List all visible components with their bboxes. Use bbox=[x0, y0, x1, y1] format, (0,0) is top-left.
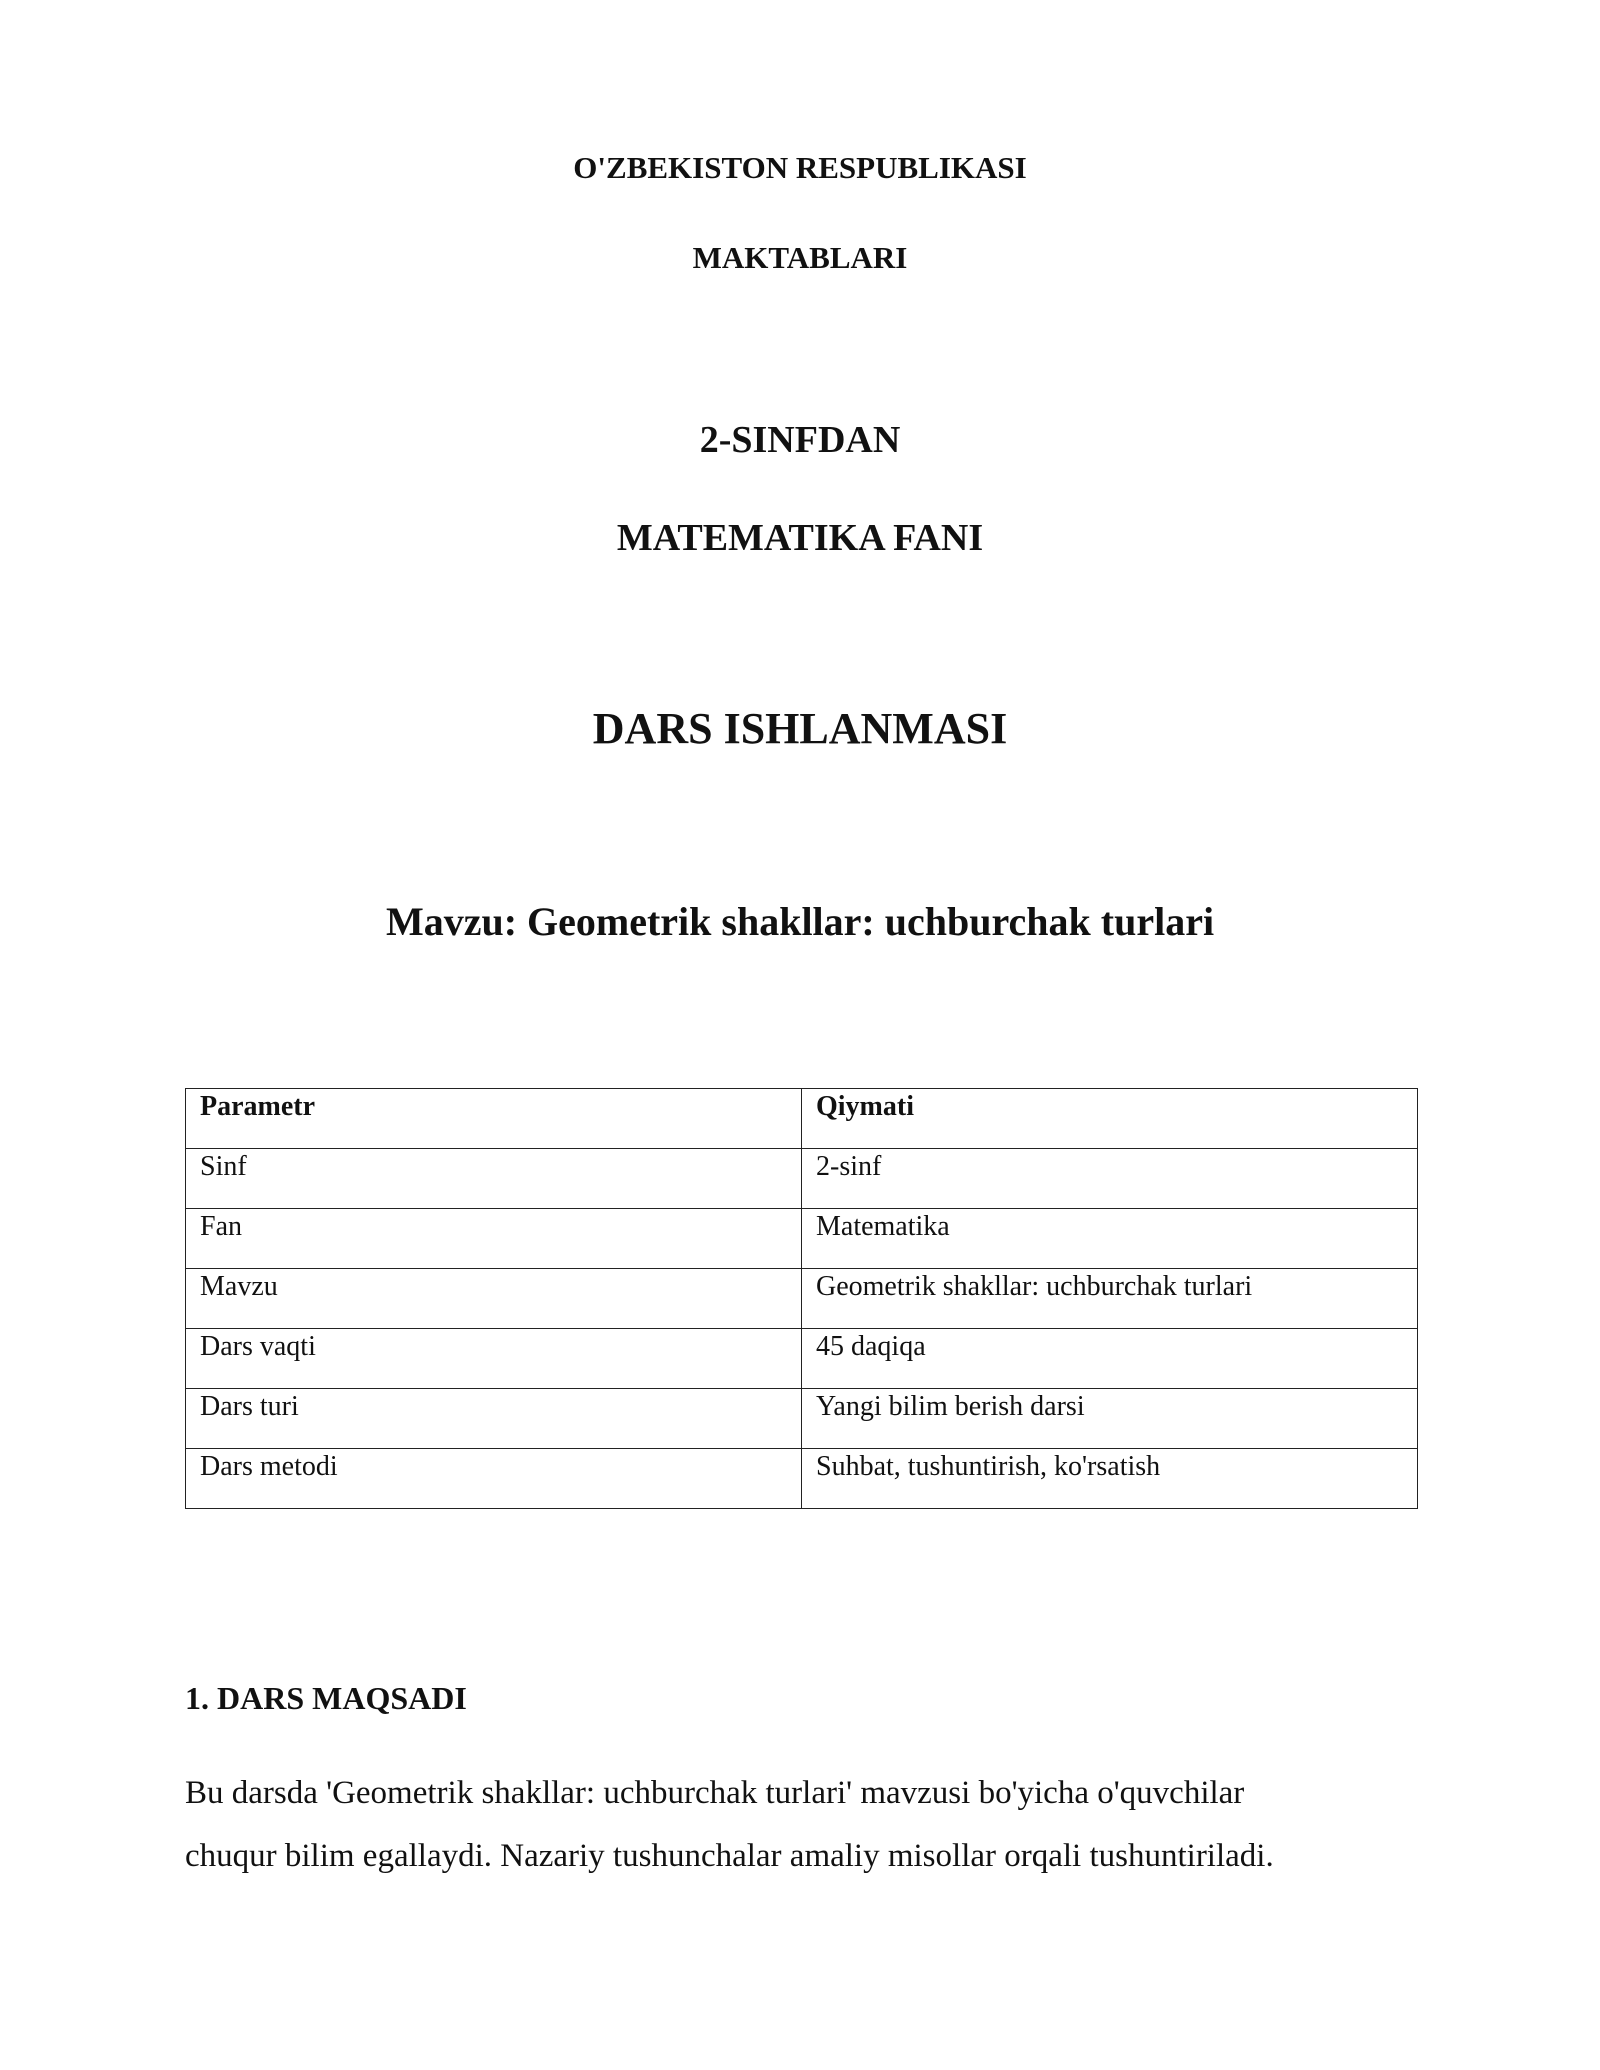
row-value-cell: 45 daqiqa bbox=[802, 1329, 1418, 1389]
header-schools: MAKTABLARI bbox=[692, 240, 908, 275]
table-row bbox=[186, 1269, 1418, 1329]
table-row bbox=[186, 1449, 1418, 1509]
row-parameter-cell: Dars metodi bbox=[186, 1449, 802, 1509]
table-row bbox=[186, 1389, 1418, 1449]
table-row bbox=[186, 1329, 1418, 1389]
paragraph-line: Bu darsda 'Geometrik shakllar: uchburchak turlari' mavzusi bo'yicha o'quvchilar bbox=[185, 1775, 1245, 1811]
column-header-value: Qiymati bbox=[802, 1089, 1418, 1149]
header-grade: 2-SINFDAN bbox=[699, 419, 901, 461]
paragraph-line: chuqur bilim egallaydi. Nazariy tushunchalar amaliy misollar orqali tushuntiriladi. bbox=[185, 1838, 1274, 1874]
table-row bbox=[186, 1209, 1418, 1269]
row-parameter-cell: Fan bbox=[186, 1209, 802, 1269]
row-value-cell: Geometrik shakllar: uchburchak turlari bbox=[802, 1269, 1418, 1329]
section-heading-lesson-goal: 1. DARS MAQSADI bbox=[185, 1680, 467, 1716]
header-republic: O'ZBEKISTON RESPUBLIKASI bbox=[573, 150, 1027, 185]
row-parameter-cell: Mavzu bbox=[186, 1269, 802, 1329]
row-value-cell: 2-sinf bbox=[802, 1149, 1418, 1209]
table-header-row bbox=[186, 1089, 1418, 1149]
row-value-cell: Matematika bbox=[802, 1209, 1418, 1269]
column-header-parameter: Parametr bbox=[186, 1089, 802, 1149]
section-paragraph bbox=[185, 1762, 1445, 1888]
row-value-cell: Suhbat, tushuntirish, ko'rsatish bbox=[802, 1449, 1418, 1509]
topic-title: Mavzu: Geometrik shakllar: uchburchak turlari bbox=[385, 899, 1215, 944]
row-parameter-cell: Dars vaqti bbox=[186, 1329, 802, 1389]
header-subject: MATEMATIKA FANI bbox=[616, 517, 984, 559]
table-row bbox=[186, 1149, 1418, 1209]
row-parameter-cell: Dars turi bbox=[186, 1389, 802, 1449]
row-parameter-cell: Sinf bbox=[186, 1149, 802, 1209]
document-title: DARS ISHLANMASI bbox=[592, 704, 1008, 753]
parameters-table bbox=[185, 1088, 1418, 1509]
row-value-cell: Yangi bilim berish darsi bbox=[802, 1389, 1418, 1449]
